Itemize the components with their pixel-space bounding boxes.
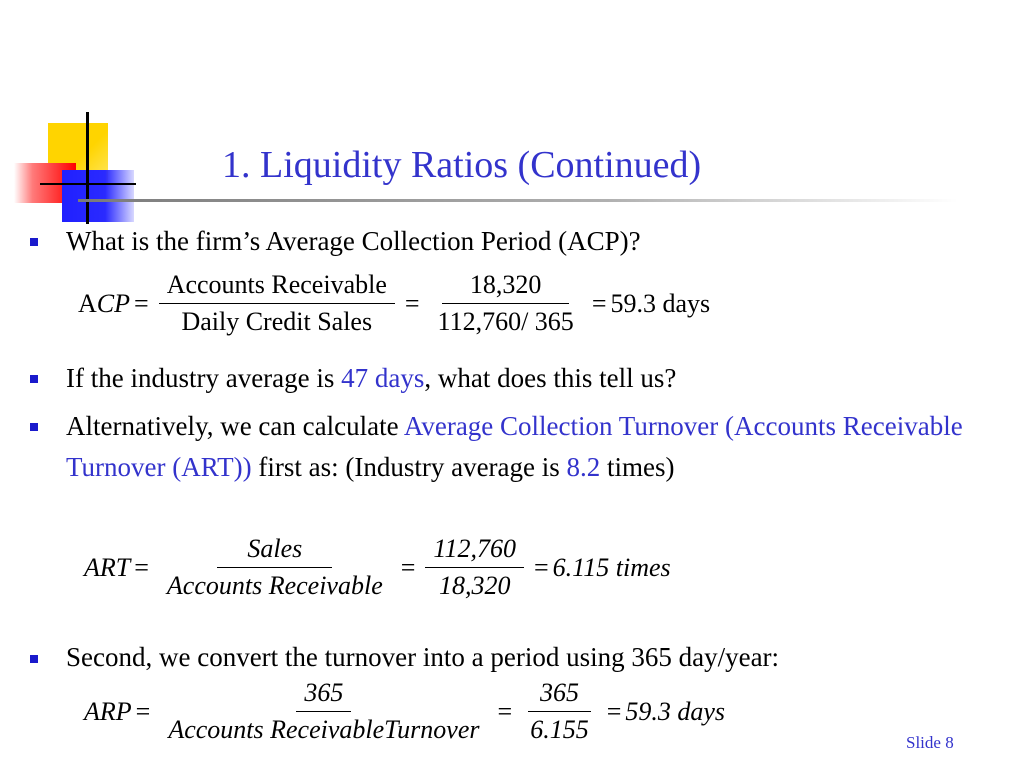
fraction-art-values bbox=[425, 533, 524, 602]
fraction-acp-values bbox=[430, 269, 582, 338]
highlight-art-term: Average Collection Turnover (Accounts Receivable Turnover (ART)) bbox=[66, 411, 963, 482]
bullet-marker bbox=[30, 238, 38, 246]
equals-sign: = bbox=[606, 696, 622, 726]
formula-acp-lhs: ACP bbox=[78, 288, 131, 318]
equals-sign: = bbox=[134, 288, 149, 318]
bullet-marker bbox=[30, 423, 38, 431]
formula-art-result: 6.115 times bbox=[552, 552, 671, 582]
formula-arp-lhs: ARP bbox=[84, 696, 132, 726]
equals-sign: = bbox=[534, 552, 549, 582]
slide-number: Slide 8 bbox=[906, 733, 954, 752]
fraction-numerator: 365 bbox=[296, 677, 351, 712]
fraction-numerator: 365 bbox=[528, 677, 591, 712]
fraction-denominator: Accounts ReceivableTurnover bbox=[168, 715, 480, 744]
formula-acp-result: 59.3 days bbox=[610, 288, 711, 318]
fraction-denominator: 6.155 bbox=[530, 715, 589, 744]
decor-blue-square bbox=[62, 170, 134, 222]
bullet-text-art: Alternatively, we can calculate Average Collection Turnover (Accounts Receivable Turnover (ART)) first as: (Industry average is 8.2 times) bbox=[66, 411, 963, 482]
fraction-numerator: Accounts Receivable bbox=[159, 269, 395, 304]
fraction-numerator: Sales bbox=[217, 533, 332, 568]
formula-acp bbox=[78, 269, 710, 338]
fraction-numerator: 18,320 bbox=[442, 269, 570, 304]
equals-sign: = bbox=[404, 288, 420, 318]
decor-horizontal-line bbox=[40, 183, 136, 185]
fraction-acp-formula bbox=[159, 269, 395, 338]
equals-sign: = bbox=[134, 552, 149, 582]
bullet-text-industry-average: If the industry average is 47 days, what does this tell us? bbox=[66, 363, 677, 393]
equals-sign: = bbox=[591, 288, 607, 318]
highlight-8-2: 8.2 bbox=[566, 452, 601, 482]
equals-sign: = bbox=[135, 696, 151, 726]
formula-art-lhs: ART bbox=[84, 552, 131, 582]
fraction-denominator: Accounts Receivable bbox=[166, 571, 383, 600]
fraction-denominator: 18,320 bbox=[438, 571, 511, 600]
bullet-marker bbox=[30, 655, 38, 663]
fraction-art-formula bbox=[159, 533, 391, 602]
formula-art bbox=[84, 533, 671, 602]
bullet-text-acp-question: What is the firm’s Average Collection Period (ACP)? bbox=[66, 226, 641, 256]
equals-sign: = bbox=[497, 696, 513, 726]
formula-arp bbox=[84, 677, 725, 746]
fraction-denominator: Daily Credit Sales bbox=[181, 307, 373, 336]
title-underline-rule bbox=[78, 199, 958, 202]
decor-vertical-line bbox=[86, 112, 89, 224]
bullet-marker bbox=[30, 375, 38, 383]
bullet-text-convert: Second, we convert the turnover into a period using 365 day/year: bbox=[66, 642, 780, 672]
fraction-numerator: 112,760 bbox=[425, 533, 524, 568]
formula-arp-result: 59.3 days bbox=[625, 696, 726, 726]
fraction-arp-formula bbox=[160, 677, 487, 746]
equals-sign: = bbox=[400, 552, 416, 582]
slide-title: 1. Liquidity Ratios (Continued) bbox=[222, 144, 702, 186]
highlight-47-days: 47 days bbox=[341, 363, 425, 393]
fraction-denominator: 112,760/ 365 bbox=[437, 307, 574, 336]
fraction-arp-values bbox=[522, 677, 597, 746]
